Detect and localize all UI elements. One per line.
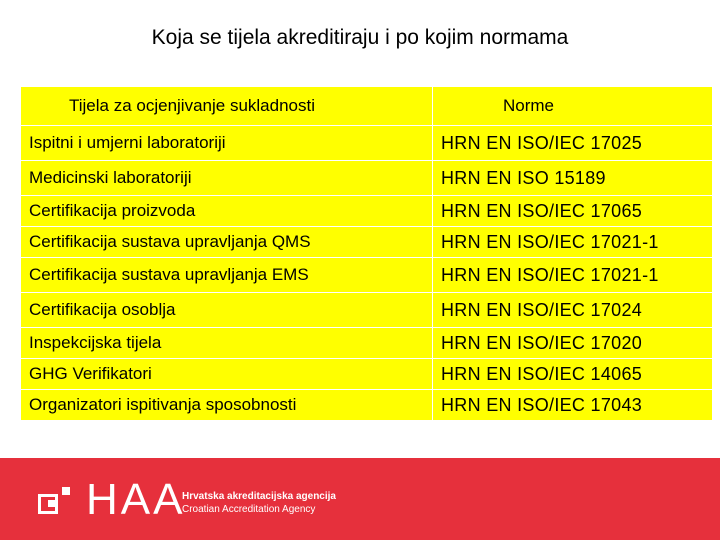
norm-cell: HRN EN ISO/IEC 17043 <box>433 390 713 421</box>
table-row <box>21 227 713 258</box>
organization-name-en: Croatian Accreditation Agency <box>182 504 316 515</box>
column-header-norms: Norme <box>433 87 713 126</box>
body-cell: Certifikacija osoblja <box>21 293 433 328</box>
norm-cell: HRN EN ISO/IEC 17024 <box>433 293 713 328</box>
table-row <box>21 196 713 227</box>
norm-cell: HRN EN ISO/IEC 17025 <box>433 126 713 161</box>
table-row <box>21 258 713 293</box>
haa-logo-icon <box>38 486 72 516</box>
body-cell: Certifikacija sustava upravljanja QMS <box>21 227 433 258</box>
body-cell: Ispitni i umjerni laboratoriji <box>21 126 433 161</box>
table-row <box>21 390 713 421</box>
table-row <box>21 161 713 196</box>
body-cell: Certifikacija proizvoda <box>21 196 433 227</box>
accreditation-norms-table <box>20 86 713 421</box>
table-row <box>21 328 713 359</box>
body-cell: GHG Verifikatori <box>21 359 433 390</box>
body-cell: Certifikacija sustava upravljanja EMS <box>21 258 433 293</box>
table-row <box>21 359 713 390</box>
haa-logo-text: HAA <box>86 475 186 524</box>
organization-name <box>182 490 336 516</box>
column-header-bodies: Tijela za ocjenjivanje sukladnosti <box>21 87 433 126</box>
norm-cell: HRN EN ISO/IEC 14065 <box>433 359 713 390</box>
table-row <box>21 293 713 328</box>
table-row <box>21 126 713 161</box>
norm-cell: HRN EN ISO/IEC 17021-1 <box>433 227 713 258</box>
body-cell: Medicinski laboratoriji <box>21 161 433 196</box>
page-title: Koja se tijela akreditiraju i po kojim normama <box>151 26 569 49</box>
table-header-row <box>21 87 713 126</box>
footer-banner <box>0 458 720 540</box>
body-cell: Organizatori ispitivanja sposobnosti <box>21 390 433 421</box>
body-cell: Inspekcijska tijela <box>21 328 433 359</box>
norm-cell: HRN EN ISO 15189 <box>433 161 713 196</box>
norm-cell: HRN EN ISO/IEC 17020 <box>433 328 713 359</box>
norm-cell: HRN EN ISO/IEC 17065 <box>433 196 713 227</box>
norm-cell: HRN EN ISO/IEC 17021-1 <box>433 258 713 293</box>
organization-name-hr: Hrvatska akreditacijska agencija <box>182 491 336 502</box>
